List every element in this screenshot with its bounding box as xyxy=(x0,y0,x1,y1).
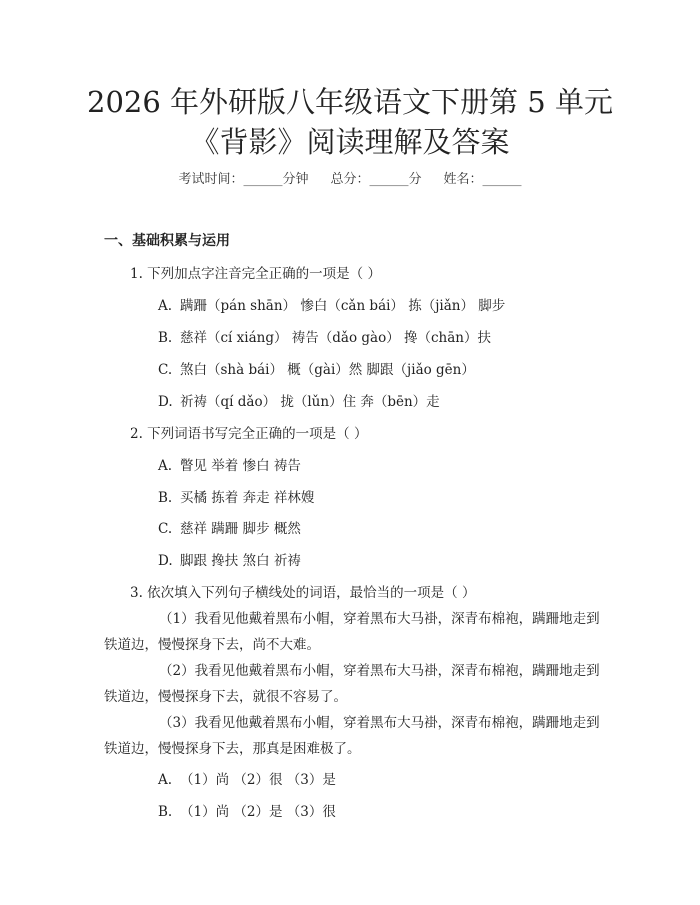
question-3-sentence-2: （2）我看见他戴着黑布小帽，穿着黑布大马褂，深青布棉袍，蹒跚地走到铁道边，慢慢探身下去，就很不容易了。 xyxy=(104,663,600,705)
exam-meta xyxy=(0,168,700,187)
section-heading: 一、基础积累与运用 xyxy=(104,233,230,249)
question-1-option-d: D. 祈祷（qí dǎo） 拢（lǔn）住 奔（bēn）走 xyxy=(158,394,440,410)
question-2-option-b: B. 买橘 拣着 奔走 祥林嫂 xyxy=(158,490,315,506)
question-3-stem: 3. 依次填入下列句子横线处的词语，最恰当的一项是（ ） xyxy=(130,585,476,601)
exam-time: 考试时间：______分钟 xyxy=(178,172,309,187)
page-title: 2026 年外研版八年级语文下册第 5 单元《背影》阅读理解及答案 xyxy=(87,85,613,159)
question-1-option-c: C. 煞白（shà bái） 概（gài）然 脚跟（jiǎo gēn） xyxy=(158,362,475,378)
question-2-option-c: C. 慈祥 蹒跚 脚步 概然 xyxy=(158,521,301,537)
question-3-sentence-1: （1）我看见他戴着黑布小帽，穿着黑布大马褂，深青布棉袍，蹒跚地走到铁道边，慢慢探身下去，尚不大难。 xyxy=(104,611,600,653)
question-3-sentence-3: （3）我看见他戴着黑布小帽，穿着黑布大马褂，深青布棉袍，蹒跚地走到铁道边，慢慢探身下去，那真是困难极了。 xyxy=(104,715,600,757)
question-1-stem: 1. 下列加点字注音完全正确的一项是（ ） xyxy=(130,266,381,282)
question-1-option-a: A. 蹒跚（pán shān） 惨白（cǎn bái） 拣（jiǎn） 脚步 xyxy=(158,298,506,314)
exam-name: 姓名：______ xyxy=(443,172,522,187)
exam-score: 总分：______分 xyxy=(330,172,422,187)
question-3-option-a: A. （1）尚 （2）很 （3）是 xyxy=(158,772,336,788)
question-1-option-b: B. 慈祥（cí xiáng） 祷告（dǎo gào） 搀（chān）扶 xyxy=(158,330,491,346)
question-2-stem: 2. 下列词语书写完全正确的一项是（ ） xyxy=(130,426,368,442)
question-2-option-d: D. 脚跟 搀扶 煞白 祈祷 xyxy=(158,553,301,569)
question-2-option-a: A. 瞥见 举着 惨白 祷告 xyxy=(158,458,301,474)
question-3-option-b: B. （1）尚 （2）是 （3）很 xyxy=(158,804,336,820)
